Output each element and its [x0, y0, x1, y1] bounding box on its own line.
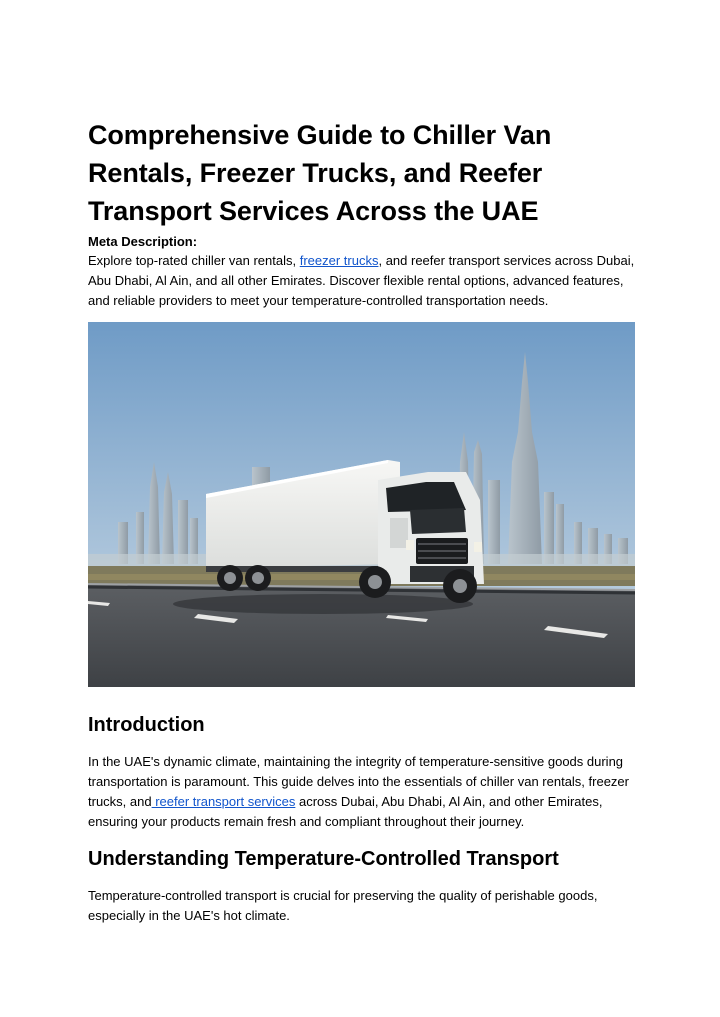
introduction-heading: Introduction	[88, 714, 205, 736]
intro-text-after: across Dubai, Abu Dhabi, Al Ain, and other Emirates, ensuring your products remain fresh and compliant throughout their journey.	[88, 794, 603, 829]
meta-text-before: Explore top-rated chiller van rentals,	[88, 253, 300, 268]
page-title: Comprehensive Guide to Chiller Van Rentals, Freezer Trucks, and Reefer Transport Services Across the UAE	[88, 120, 552, 226]
meta-description-label: Meta Description:	[88, 234, 198, 249]
truck-skyline-illustration	[88, 322, 635, 687]
understanding-heading: Understanding Temperature-Controlled Transport	[88, 848, 559, 870]
meta-text-after: , and reefer transport services across Dubai, Abu Dhabi, Al Ain, and all other Emirates. Discover flexible rental options, advanced features, and reliable providers to meet your temperature-controlled transportation needs.	[88, 253, 635, 308]
introduction-paragraph	[88, 752, 636, 832]
reefer-transport-services-link[interactable]: reefer transport services	[151, 794, 296, 809]
intro-text-before: In the UAE's dynamic climate, maintaining the integrity of temperature-sensitive goods during transportation is paramount. This guide delves into the essentials of chiller van rentals, freezer trucks, and	[88, 754, 629, 809]
understanding-paragraph: Temperature-controlled transport is crucial for preserving the quality of perishable goods, especially in the UAE's hot climate.	[88, 888, 598, 923]
hero-image	[88, 322, 635, 687]
meta-description-text	[88, 251, 636, 311]
freezer-trucks-link[interactable]: freezer trucks	[299, 253, 379, 268]
